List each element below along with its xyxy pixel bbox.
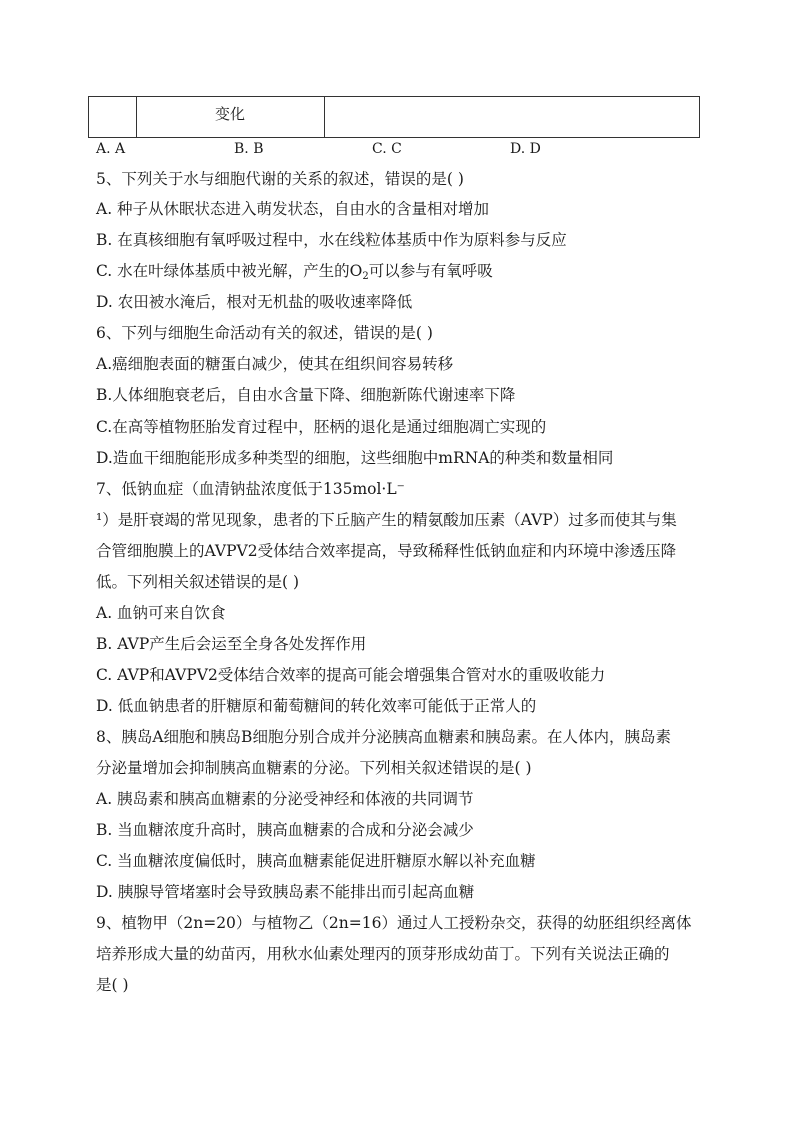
q9-stem-line1: 9、植物甲（2n=20）与植物乙（2n=16）通过人工授粉杂交，获得的幼胚组织经离体 <box>96 914 692 932</box>
table-fragment <box>88 96 700 138</box>
q9-stem-line2: 培养形成大量的幼苗丙，用秋水仙素处理丙的顶芽形成幼苗丁。下列有关说法正确的 <box>96 945 670 963</box>
q5-option-d: D. 农田被水淹后，根对无机盐的吸收速率降低 <box>96 293 413 311</box>
q5-stem: 5、下列关于水与细胞代谢的关系的叙述，错误的是( ) <box>96 170 464 188</box>
q8-option-d: D. 胰腺导管堵塞时会导致胰岛素不能排出而引起高血糖 <box>96 883 475 901</box>
q5-option-c-subscript: 2 <box>362 271 369 282</box>
q7-option-a: A. 血钠可来自饮食 <box>96 604 226 622</box>
q7-stem-line2: ¹）是肝衰竭的常见现象，患者的下丘脑产生的精氨酸加压素（AVP）过多而使其与集 <box>96 511 677 529</box>
q6-option-a: A.癌细胞表面的糖蛋白减少，使其在组织间容易转移 <box>96 355 454 373</box>
table-cell-blank <box>325 97 699 137</box>
option-c: C. C <box>372 141 402 157</box>
table-cell-change: 变化 <box>136 97 325 137</box>
q5-option-c <box>96 261 706 281</box>
q6-stem: 6、下列与细胞生命活动有关的叙述，错误的是( ) <box>96 324 433 342</box>
q7-option-d: D. 低血钠患者的肝糖原和葡萄糖间的转化效率可能低于正常人的 <box>96 697 537 715</box>
q7-option-b: B. AVP产生后会运至全身各处发挥作用 <box>96 635 367 653</box>
q6-option-b: B.人体细胞衰老后，自由水含量下降、细胞新陈代谢速率下降 <box>96 386 516 404</box>
q7-option-c: C. AVP和AVPV2受体结合效率的提高可能会增强集合管对水的重吸收能力 <box>96 666 606 684</box>
q8-option-c: C. 当血糖浓度偏低时，胰高血糖素能促进肝糖原水解以补充血糖 <box>96 852 536 870</box>
q8-option-a: A. 胰岛素和胰高血糖素的分泌受神经和体液的共同调节 <box>96 790 474 808</box>
q5-option-a: A. 种子从休眠状态进入萌发状态，自由水的含量相对增加 <box>96 200 490 218</box>
q9-stem-line3: 是( ) <box>96 976 129 994</box>
q6-option-c: C.在高等植物胚胎发育过程中，胚柄的退化是通过细胞凋亡实现的 <box>96 418 547 436</box>
q5-option-c-text-end: 可以参与有氧呼吸 <box>368 262 493 280</box>
q5-option-c-text: C. 水在叶绿体基质中被光解，产生的O <box>96 262 363 280</box>
q8-stem-line1: 8、胰岛A细胞和胰岛B细胞分别合成并分泌胰高血糖素和胰岛素。在人体内，胰岛素 <box>96 728 671 746</box>
option-a: A. A <box>96 141 126 157</box>
prev-question-options <box>96 141 696 159</box>
q5-option-b: B. 在真核细胞有氧呼吸过程中，水在线粒体基质中作为原料参与反应 <box>96 231 567 249</box>
option-d: D. D <box>510 141 541 157</box>
q7-stem-line1: 7、低钠血症（血清钠盐浓度低于135mol·L⁻ <box>96 480 405 498</box>
q8-stem-line2: 分泌量增加会抑制胰高血糖素的分泌。下列相关叙述错误的是( ) <box>96 759 532 777</box>
q7-stem-line3: 合管细胞膜上的AVPV2受体结合效率提高，导致稀释性低钠血症和内环境中渗透压降 <box>96 542 677 560</box>
option-b: B. B <box>234 141 264 157</box>
table-cell-empty <box>89 97 137 137</box>
q6-option-d: D.造血干细胞能形成多种类型的细胞，这些细胞中mRNA的种类和数量相同 <box>96 449 614 467</box>
q7-stem-line4: 低。下列相关叙述错误的是( ) <box>96 573 300 591</box>
q8-option-b: B. 当血糖浓度升高时，胰高血糖素的合成和分泌会减少 <box>96 821 474 839</box>
